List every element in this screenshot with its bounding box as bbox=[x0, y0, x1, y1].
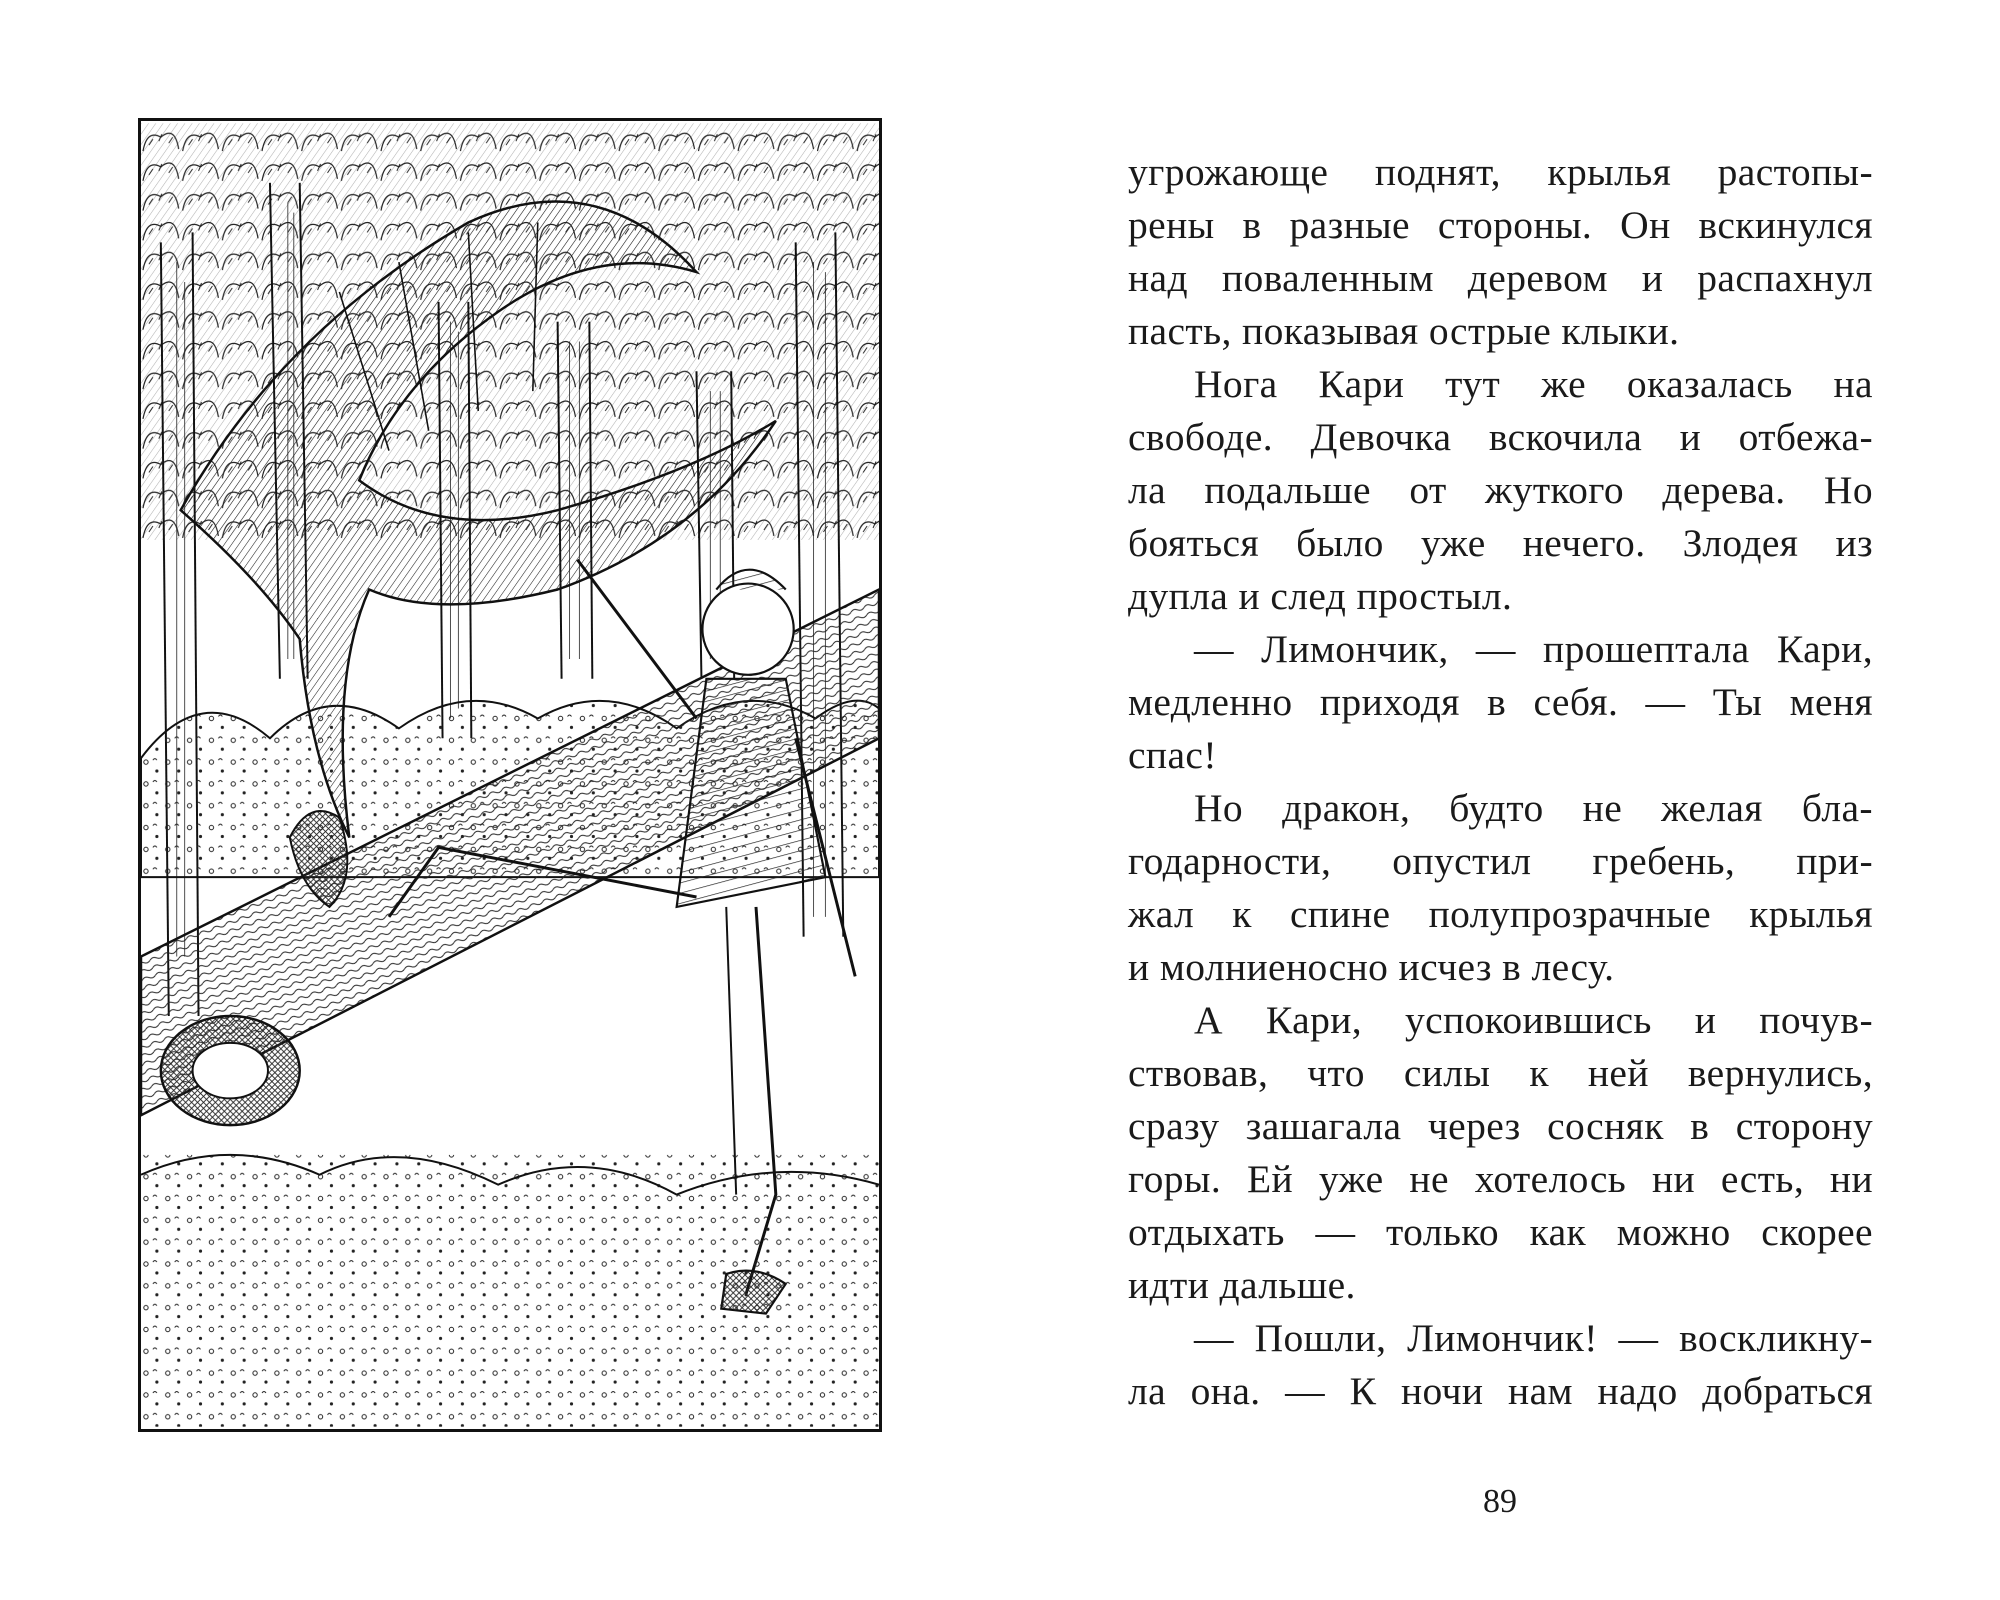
illustration bbox=[138, 118, 882, 1432]
text-line: бояться было уже нечего. Злодея из bbox=[1128, 521, 1873, 565]
text-line: ла она. — К ночи нам надо добраться bbox=[1128, 1369, 1873, 1413]
text-line: горы. Ей уже не хотелось ни есть, ни bbox=[1128, 1157, 1873, 1201]
text-line: Но дракон, будто не желая бла- bbox=[1194, 786, 1873, 830]
text-line: медленно приходя в себя. — Ты меня bbox=[1128, 680, 1873, 724]
text-line: пасть, показывая острые клыки. bbox=[1128, 309, 1680, 353]
text-line: годарности, опустил гребень, при- bbox=[1128, 839, 1873, 883]
text-line: — Лимончик, — прошептала Кари, bbox=[1194, 627, 1873, 671]
text-line: рены в разные стороны. Он вскинулся bbox=[1128, 203, 1873, 247]
text-line: ла подальше от жуткого дерева. Но bbox=[1128, 468, 1873, 512]
text-line: отдыхать — только как можно скорее bbox=[1128, 1210, 1873, 1254]
text-line: ствовав, что силы к ней вернулись, bbox=[1128, 1051, 1873, 1095]
text-line: идти дальше. bbox=[1128, 1263, 1356, 1307]
forest-dragon-girl-illustration bbox=[141, 121, 879, 1429]
text-line: сразу зашагала через сосняк в сторону bbox=[1128, 1104, 1873, 1148]
text-line: дупла и след простыл. bbox=[1128, 574, 1513, 618]
text-line: свободе. Девочка вскочила и отбежа- bbox=[1128, 415, 1873, 459]
text-line: угрожающе поднят, крылья растопы- bbox=[1128, 150, 1873, 194]
text-line: А Кари, успокоившись и почув- bbox=[1194, 998, 1873, 1042]
page-number: 89 bbox=[1483, 1483, 1517, 1520]
text-line: и молниеносно исчез в лесу. bbox=[1128, 945, 1615, 989]
text-line: — Пошли, Лимончик! — воскликну- bbox=[1194, 1316, 1873, 1360]
body-text bbox=[1128, 146, 1873, 1418]
text-line: Нога Кари тут же оказалась на bbox=[1194, 362, 1873, 406]
text-line: над поваленным деревом и распахнул bbox=[1128, 256, 1873, 300]
text-line: спас! bbox=[1128, 733, 1217, 777]
text-line: жал к спине полупрозрачные крылья bbox=[1128, 892, 1873, 936]
